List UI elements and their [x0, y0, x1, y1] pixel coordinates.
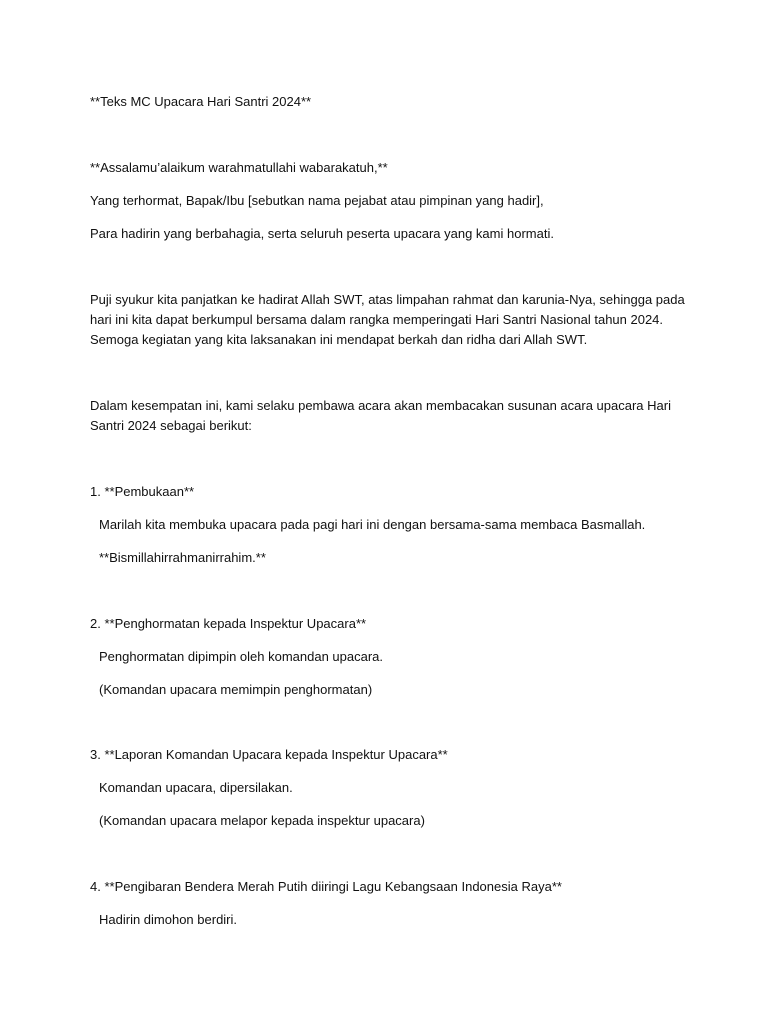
agenda-item-heading: 4. **Pengibaran Bendera Merah Putih diiringi Lagu Kebangsaan Indonesia Raya**: [90, 879, 562, 894]
agenda-item-text: Marilah kita membuka upacara pada pagi hari ini dengan bersama-sama membaca Basmallah.: [99, 517, 646, 532]
paragraph-line: Semoga kegiatan yang kita laksanakan ini mendapat berkah dan ridha dari Allah SWT.: [90, 332, 588, 347]
agenda-item-text: Komandan upacara, dipersilakan.: [99, 780, 293, 795]
agenda-item-heading: 3. **Laporan Komandan Upacara kepada Inspektur Upacara**: [90, 747, 448, 762]
agenda-item-text: (Komandan upacara melapor kepada inspektur upacara): [99, 813, 425, 828]
agenda-item-heading: 1. **Pembukaan**: [90, 484, 195, 499]
agenda-item-text: Hadirin dimohon berdiri.: [99, 912, 238, 927]
greeting: **Assalamu’alaikum warahmatullahi wabarakatuh,**: [90, 160, 388, 175]
agenda-item-text: Penghormatan dipimpin oleh komandan upacara.: [99, 649, 384, 664]
paragraph-line: Puji syukur kita panjatkan ke hadirat Allah SWT, atas limpahan rahmat dan karunia-Nya, sehingga pada: [90, 292, 685, 307]
paragraph-line: Santri 2024 sebagai berikut:: [90, 418, 252, 433]
address-line: Para hadirin yang berbahagia, serta seluruh peserta upacara yang kami hormati.: [90, 226, 554, 241]
paragraph-line: hari ini kita dapat berkumpul bersama dalam rangka memperingati Hari Santri Nasional tahun 2024.: [90, 312, 664, 327]
address-line: Yang terhormat, Bapak/Ibu [sebutkan nama pejabat atau pimpinan yang hadir],: [90, 193, 544, 208]
agenda-item-text: (Komandan upacara memimpin penghormatan): [99, 682, 373, 697]
agenda-item-text: **Bismillahirrahmanirrahim.**: [99, 550, 266, 565]
paragraph-line: Dalam kesempatan ini, kami selaku pembawa acara akan membacakan susunan acara upacara Hari: [90, 398, 671, 413]
document-title: **Teks MC Upacara Hari Santri 2024**: [90, 94, 312, 109]
agenda-item-heading: 2. **Penghormatan kepada Inspektur Upacara**: [90, 616, 367, 631]
